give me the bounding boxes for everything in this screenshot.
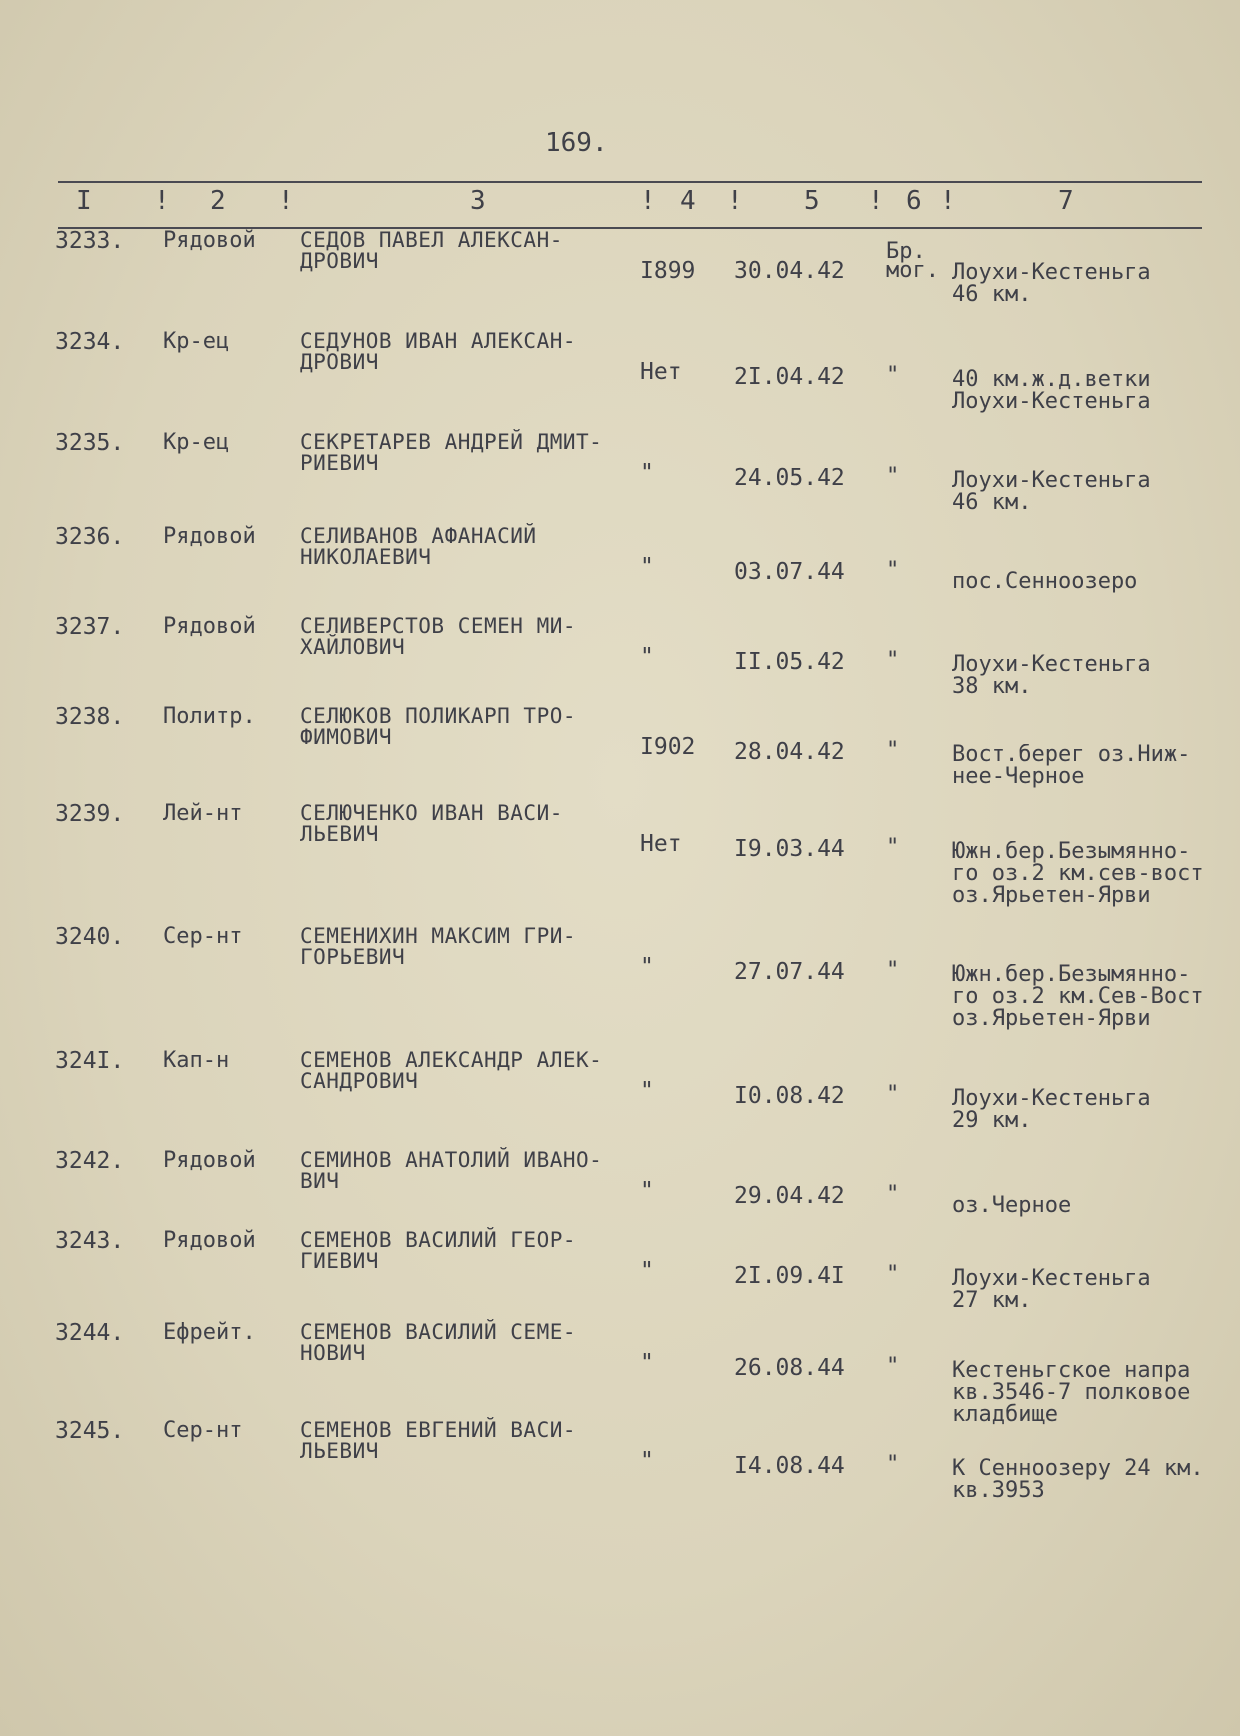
rank: Рядовой bbox=[163, 1148, 256, 1173]
name-line: ХАЙЛОВИЧ bbox=[300, 635, 406, 659]
record-number: 3243. bbox=[55, 1228, 125, 1254]
grave-type bbox=[886, 1182, 900, 1207]
birth-year: " bbox=[640, 1258, 654, 1284]
place-line: К Сенноозеру 24 км. bbox=[952, 1458, 1204, 1481]
header-top-rule bbox=[58, 181, 1202, 183]
grave-line: " bbox=[886, 648, 900, 673]
full-name bbox=[300, 926, 660, 968]
grave-type bbox=[886, 738, 900, 763]
column-header-2: 2 bbox=[210, 186, 226, 216]
record-number: 324I. bbox=[55, 1048, 125, 1074]
name-line: СЕКРЕТАРЕВ АНДРЕЙ ДМИТ- bbox=[300, 430, 603, 454]
place-line: Лоухи-Кестеньга bbox=[952, 262, 1151, 285]
grave-type bbox=[886, 835, 900, 860]
place-line: кв.3546-7 полковое bbox=[952, 1380, 1191, 1405]
birth-year: " bbox=[640, 1448, 654, 1474]
full-name bbox=[300, 1230, 660, 1272]
full-name bbox=[300, 1150, 660, 1192]
full-name bbox=[300, 803, 660, 845]
death-date: 2I.04.42 bbox=[734, 364, 845, 390]
record-number: 3244. bbox=[55, 1320, 125, 1346]
record-number: 3235. bbox=[55, 430, 125, 456]
burial-place bbox=[952, 1088, 1237, 1132]
name-line: СЕДУНОВ ИВАН АЛЕКСАН- bbox=[300, 329, 577, 353]
place-line: Южн.бер.Безымянно- bbox=[952, 964, 1191, 987]
full-name bbox=[300, 706, 660, 748]
page-number: 169. bbox=[545, 128, 608, 158]
grave-line: " bbox=[886, 835, 900, 860]
column-separator: ! bbox=[940, 186, 956, 216]
death-date: I0.08.42 bbox=[734, 1083, 845, 1109]
grave-type bbox=[886, 558, 900, 583]
full-name bbox=[300, 432, 660, 474]
place-line: Лоухи-Кестеньга bbox=[952, 470, 1151, 493]
burial-place bbox=[952, 369, 1237, 413]
burial-place bbox=[952, 1360, 1237, 1426]
grave-type bbox=[886, 1082, 900, 1107]
grave-type bbox=[886, 239, 939, 283]
birth-year: " bbox=[640, 954, 654, 980]
record-number: 3245. bbox=[55, 1418, 125, 1444]
birth-year: Нет bbox=[640, 831, 682, 857]
place-line: оз.Черное bbox=[952, 1195, 1072, 1217]
place-line: нее-Черное bbox=[952, 764, 1085, 788]
full-name bbox=[300, 616, 660, 658]
grave-type bbox=[886, 648, 900, 673]
burial-place bbox=[952, 1458, 1237, 1502]
place-line: 29 км. bbox=[952, 1108, 1032, 1132]
place-line: 27 км. bbox=[952, 1288, 1032, 1312]
rank: Рядовой bbox=[163, 1228, 256, 1253]
grave-line: " bbox=[886, 1262, 900, 1287]
grave-type bbox=[886, 1452, 900, 1477]
grave-line: " bbox=[886, 363, 900, 388]
grave-type bbox=[886, 363, 900, 388]
name-line: СЕДОВ ПАВЕЛ АЛЕКСАН- bbox=[300, 228, 563, 252]
death-date: 24.05.42 bbox=[734, 465, 845, 491]
death-date: I9.03.44 bbox=[734, 836, 845, 862]
name-line: СЕМЕНОВ ЕВГЕНИЙ ВАСИ- bbox=[300, 1418, 577, 1442]
grave-line: " bbox=[886, 558, 900, 583]
column-header-row bbox=[0, 186, 1240, 224]
burial-place bbox=[952, 470, 1237, 514]
grave-line: Бр. bbox=[886, 239, 926, 264]
death-date: 29.04.42 bbox=[734, 1183, 845, 1209]
birth-year: " bbox=[640, 1078, 654, 1104]
place-line: 46 км. bbox=[952, 282, 1032, 306]
grave-line: " bbox=[886, 738, 900, 763]
burial-place bbox=[952, 744, 1237, 788]
place-line: 38 км. bbox=[952, 674, 1032, 698]
name-line: ГИЕВИЧ bbox=[300, 1249, 379, 1273]
name-line: ДРОВИЧ bbox=[300, 249, 379, 273]
column-separator: ! bbox=[727, 186, 743, 216]
full-name bbox=[300, 1322, 660, 1364]
record-number: 3238. bbox=[55, 704, 125, 730]
death-date: I4.08.44 bbox=[734, 1453, 845, 1479]
record-number: 3240. bbox=[55, 924, 125, 950]
grave-line: " bbox=[886, 1452, 900, 1477]
place-line: 46 км. bbox=[952, 490, 1032, 514]
place-line: оз.Ярьетен-Ярви bbox=[952, 1006, 1151, 1030]
death-date: 2I.09.4I bbox=[734, 1263, 845, 1289]
rank: Рядовой bbox=[163, 524, 256, 549]
full-name bbox=[300, 1050, 660, 1092]
rank: Сер-нт bbox=[163, 1418, 243, 1443]
name-line: СЕЛЮКОВ ПОЛИКАРП ТРО- bbox=[300, 704, 577, 728]
place-line: 40 км.ж.д.ветки bbox=[952, 369, 1151, 392]
record-number: 3234. bbox=[55, 329, 125, 355]
record-number: 3242. bbox=[55, 1148, 125, 1174]
column-header-7: 7 bbox=[1058, 186, 1074, 216]
place-line: кладбище bbox=[952, 1402, 1058, 1426]
birth-year: " bbox=[640, 554, 654, 580]
birth-year: I899 bbox=[640, 258, 696, 284]
name-line: СЕЛИВАНОВ АФАНАСИЙ bbox=[300, 524, 537, 548]
burial-place bbox=[952, 262, 1237, 306]
name-line: СЕМЕНОВ АЛЕКСАНДР АЛЕК- bbox=[300, 1048, 603, 1072]
name-line: НИКОЛАЕВИЧ bbox=[300, 545, 432, 569]
name-line: РИЕВИЧ bbox=[300, 451, 379, 475]
place-line: Лоухи-Кестеньга bbox=[952, 654, 1151, 677]
table-row bbox=[0, 926, 1240, 1046]
place-line: Кестеньгское напра bbox=[952, 1360, 1191, 1383]
grave-line: " bbox=[886, 1082, 900, 1107]
name-line: СЕЛИВЕРСТОВ СЕМЕН МИ- bbox=[300, 614, 577, 638]
place-line: оз.Ярьетен-Ярви bbox=[952, 883, 1151, 907]
burial-place bbox=[952, 1268, 1237, 1312]
burial-place bbox=[952, 964, 1237, 1030]
name-line: СЕЛЮЧЕНКО ИВАН ВАСИ- bbox=[300, 801, 563, 825]
column-header-1: I bbox=[76, 186, 92, 216]
rank: Рядовой bbox=[163, 614, 256, 639]
column-separator: ! bbox=[154, 186, 170, 216]
full-name bbox=[300, 526, 660, 568]
grave-type bbox=[886, 464, 900, 489]
place-line: Лоухи-Кестеньга bbox=[952, 389, 1151, 413]
record-number: 3237. bbox=[55, 614, 125, 640]
name-line: САНДРОВИЧ bbox=[300, 1069, 419, 1093]
place-line: го оз.2 км.сев-вост bbox=[952, 861, 1204, 886]
column-separator: ! bbox=[640, 186, 656, 216]
birth-year: " bbox=[640, 460, 654, 486]
rank: Сер-нт bbox=[163, 924, 243, 949]
name-line: ЛЬЕВИЧ bbox=[300, 1439, 379, 1463]
record-number: 3236. bbox=[55, 524, 125, 550]
death-date: 26.08.44 bbox=[734, 1355, 845, 1381]
birth-year: " bbox=[640, 1350, 654, 1376]
name-line: ВИЧ bbox=[300, 1169, 340, 1193]
place-line: Лоухи-Кестеньга bbox=[952, 1088, 1151, 1111]
name-line: ДРОВИЧ bbox=[300, 350, 379, 374]
column-header-3: 3 bbox=[470, 186, 486, 216]
place-line: кв.3953 bbox=[952, 1478, 1045, 1502]
burial-place bbox=[952, 571, 1237, 593]
grave-line: " bbox=[886, 1182, 900, 1207]
birth-year: I902 bbox=[640, 734, 696, 760]
name-line: СЕМЕНИХИН МАКСИМ ГРИ- bbox=[300, 924, 577, 948]
grave-type bbox=[886, 958, 900, 983]
column-header-4: 4 bbox=[680, 186, 696, 216]
birth-year: " bbox=[640, 644, 654, 670]
grave-line: " bbox=[886, 958, 900, 983]
column-separator: ! bbox=[278, 186, 294, 216]
rank: Кр-ец bbox=[163, 329, 230, 354]
grave-line: " bbox=[886, 1354, 900, 1379]
column-separator: ! bbox=[868, 186, 884, 216]
place-line: Вост.берег оз.Ниж- bbox=[952, 744, 1191, 767]
name-line: НОВИЧ bbox=[300, 1341, 366, 1365]
full-name bbox=[300, 230, 660, 272]
rank: Ефрейт. bbox=[163, 1320, 256, 1345]
grave-line: мог. bbox=[886, 258, 939, 283]
place-line: Лоухи-Кестеньга bbox=[952, 1268, 1151, 1291]
place-line: го оз.2 км.Сев-Вост bbox=[952, 984, 1204, 1009]
grave-line: " bbox=[886, 464, 900, 489]
name-line: СЕМЕНОВ ВАСИЛИЙ СЕМЕ- bbox=[300, 1320, 577, 1344]
burial-place bbox=[952, 654, 1237, 698]
place-line: Южн.бер.Безымянно- bbox=[952, 841, 1191, 864]
name-line: СЕМИНОВ АНАТОЛИЙ ИВАНО- bbox=[300, 1148, 603, 1172]
rank: Рядовой bbox=[163, 228, 256, 253]
rank: Кр-ец bbox=[163, 430, 230, 455]
column-header-6: 6 bbox=[906, 186, 922, 216]
birth-year: Нет bbox=[640, 359, 682, 385]
death-date: 27.07.44 bbox=[734, 959, 845, 985]
full-name bbox=[300, 331, 660, 373]
name-line: ЛЬЕВИЧ bbox=[300, 822, 379, 846]
birth-year: " bbox=[640, 1178, 654, 1204]
burial-place bbox=[952, 1195, 1237, 1217]
name-line: ФИМОВИЧ bbox=[300, 725, 393, 749]
rank: Политр. bbox=[163, 704, 256, 729]
grave-type bbox=[886, 1354, 900, 1379]
death-date: 28.04.42 bbox=[734, 739, 845, 765]
burial-place bbox=[952, 841, 1237, 907]
rank: Кап-н bbox=[163, 1048, 230, 1073]
record-number: 3239. bbox=[55, 801, 125, 827]
place-line: пос.Сенноозеро bbox=[952, 571, 1138, 593]
full-name bbox=[300, 1420, 660, 1462]
name-line: СЕМЕНОВ ВАСИЛИЙ ГЕОР- bbox=[300, 1228, 577, 1252]
table-row bbox=[0, 1420, 1240, 1540]
name-line: ГОРЬЕВИЧ bbox=[300, 945, 406, 969]
death-date: 03.07.44 bbox=[734, 559, 845, 585]
rank: Лей-нт bbox=[163, 801, 243, 826]
record-number: 3233. bbox=[55, 228, 125, 254]
table-row bbox=[0, 803, 1240, 923]
death-date: II.05.42 bbox=[734, 649, 845, 675]
grave-type bbox=[886, 1262, 900, 1287]
column-header-5: 5 bbox=[804, 186, 820, 216]
death-date: 30.04.42 bbox=[734, 258, 845, 284]
